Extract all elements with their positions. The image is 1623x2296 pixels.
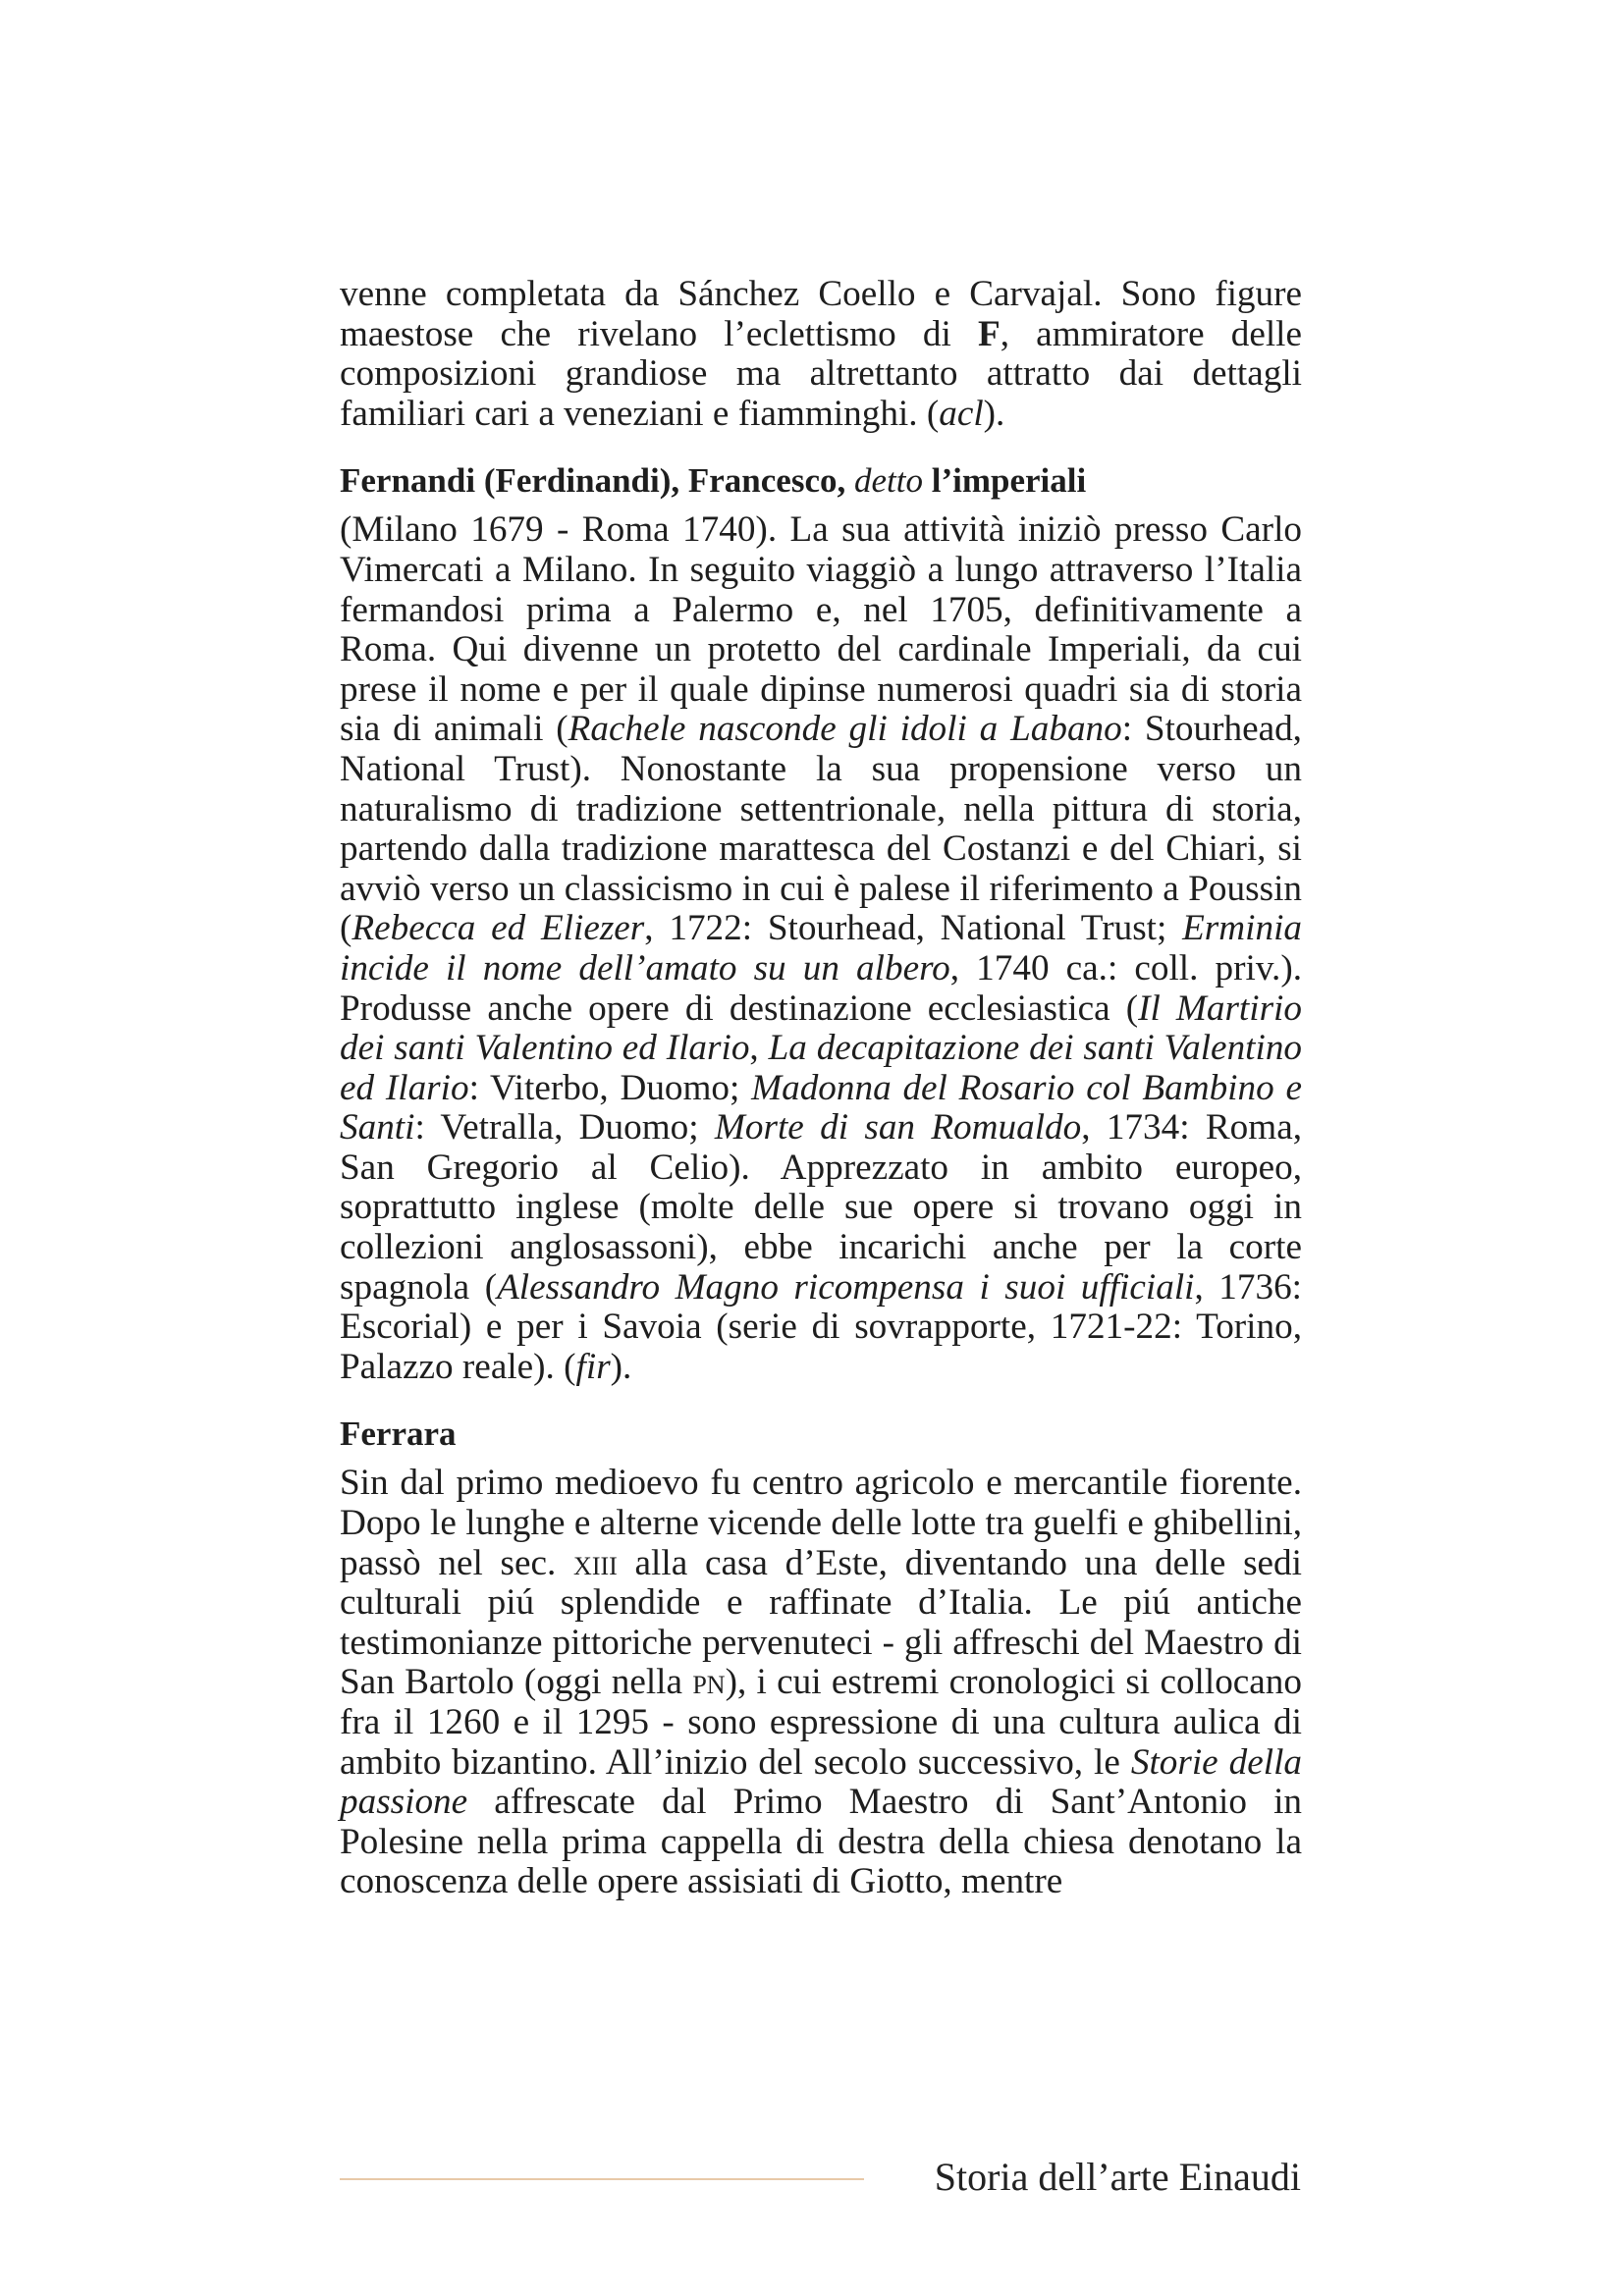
entry-heading-ferrara: Ferrara xyxy=(340,1415,457,1454)
text-span: ), i cui estremi cronologici si collocano fra il 1260 e il 1295 - sono espressione di una cultura aulica di ambito bizantino. All’inizio del secolo successivo, le xyxy=(340,1662,1302,1783)
artwork-title: Erminia incide il nome dell’amato su un albero xyxy=(340,908,1302,988)
heading-detto: detto xyxy=(854,461,923,501)
text-span: , 1740 ca.: coll. priv.). Produsse anche opere di destinazione ecclesiastica ( xyxy=(340,947,1303,1029)
text-span: , 1734: Roma, San Gregorio al Celio). Apprezzato in ambito europeo, soprattutto inglese (molte delle sue opere si trovano oggi in collezioni anglosassoni), ebbe incarichi anche per la corte spagnola ( xyxy=(340,1107,1302,1308)
text-span: : Stourhead, National Trust). Nonostante la sua propensione verso un naturalismo di tradizione settentrionale, nella pittura di storia, partendo dalla tradizione marattesca del Costanzi e del Chiari, si avviò verso un classicismo in cui è palese il riferimento a Poussin ( xyxy=(340,709,1302,949)
heading-alias: l’imperiali xyxy=(922,461,1087,501)
artwork-title: Storie della passione xyxy=(340,1741,1302,1823)
footer-rule xyxy=(340,2178,864,2180)
entry-body-ferrara xyxy=(340,1464,1302,1902)
artwork-title: Rachele nasconde gli idoli a Labano xyxy=(568,709,1122,750)
text-span: Sin dal primo medioevo fu centro agricolo e mercantile fiorente. Dopo le lunghe e alterne vicende delle lotte tra guelfi e ghibellini, passò nel sec. xyxy=(340,1463,1302,1583)
continuation-paragraph xyxy=(340,275,1302,434)
heading-name: Fernandi (Ferdinandi), Francesco, xyxy=(340,461,854,501)
entry-body-fernandi xyxy=(340,510,1302,1387)
author-signature: acl xyxy=(939,393,984,434)
text-span: affrescate dal Primo Maestro di Sant’Antonio in Polesine nella prima cappella di destra della chiesa denotano la conoscenza delle opere assisiati di Giotto, mentre xyxy=(340,1782,1302,1902)
text-span: , xyxy=(749,1028,769,1069)
artwork-title: Alessandro Magno ricompensa i suoi ufficiali xyxy=(497,1266,1195,1308)
text-span: : Viterbo, Duomo; xyxy=(468,1067,752,1108)
text-span: , ammiratore delle composizioni grandiose ma altrettanto attratto dai dettagli familiari cari a veneziani e fiamminghi. ( xyxy=(340,313,1303,434)
author-signature: fir xyxy=(575,1346,611,1387)
artwork-title: Morte di san Romualdo xyxy=(714,1107,1082,1148)
text-span: : Vetralla, Duomo; xyxy=(414,1107,715,1148)
bold-abbreviation: F xyxy=(978,313,1001,354)
artwork-title: La decapitazione dei santi Valentino ed Ilario xyxy=(340,1028,1303,1108)
text-span: alla casa d’Este, diventando una delle sedi culturali piú splendide e raffinate d’Italia. Le piú antiche testimonianze pittoriche pervenuteci - gli affreschi del Maestro di San Bartolo (oggi nella xyxy=(340,1542,1302,1703)
text-span: , 1722: Stourhead, National Trust; xyxy=(644,908,1183,949)
artwork-title: Madonna del Rosario col Bambino e Santi xyxy=(340,1067,1302,1148)
century-numeral: xiii xyxy=(573,1542,618,1583)
text-column xyxy=(340,275,1302,1902)
footer-title: Storia dell’arte Einaudi xyxy=(934,2155,1301,2199)
text-span: ). xyxy=(610,1346,632,1387)
text-span: , 1736: Escorial) e per i Savoia (serie di sovrapporte, 1721-22: Torino, Palazzo reale). ( xyxy=(340,1266,1302,1387)
abbreviation: pn xyxy=(692,1662,726,1703)
text-span: ). xyxy=(983,393,1005,434)
text-span: (Milano 1679 - Roma 1740). La sua attività iniziò presso Carlo Vimercati a Milano. In seguito viaggiò a lungo attraverso l’Italia fermandosi prima a Palermo e, nel 1705, definitivamente a Roma. Qui divenne un protetto del cardinale Imperiali, da cui prese il nome e per il quale dipinse numerosi quadri sia di storia sia di animali ( xyxy=(340,509,1302,750)
entry-heading-fernandi xyxy=(340,461,1302,501)
text-span: venne completata da Sánchez Coello e Carvajal. Sono figure maestose che rivelano l’eclettismo di xyxy=(340,274,1302,354)
artwork-title: Il Martirio dei santi Valentino ed Ilario xyxy=(340,988,1302,1069)
artwork-title: Rebecca ed Eliezer xyxy=(352,908,645,949)
